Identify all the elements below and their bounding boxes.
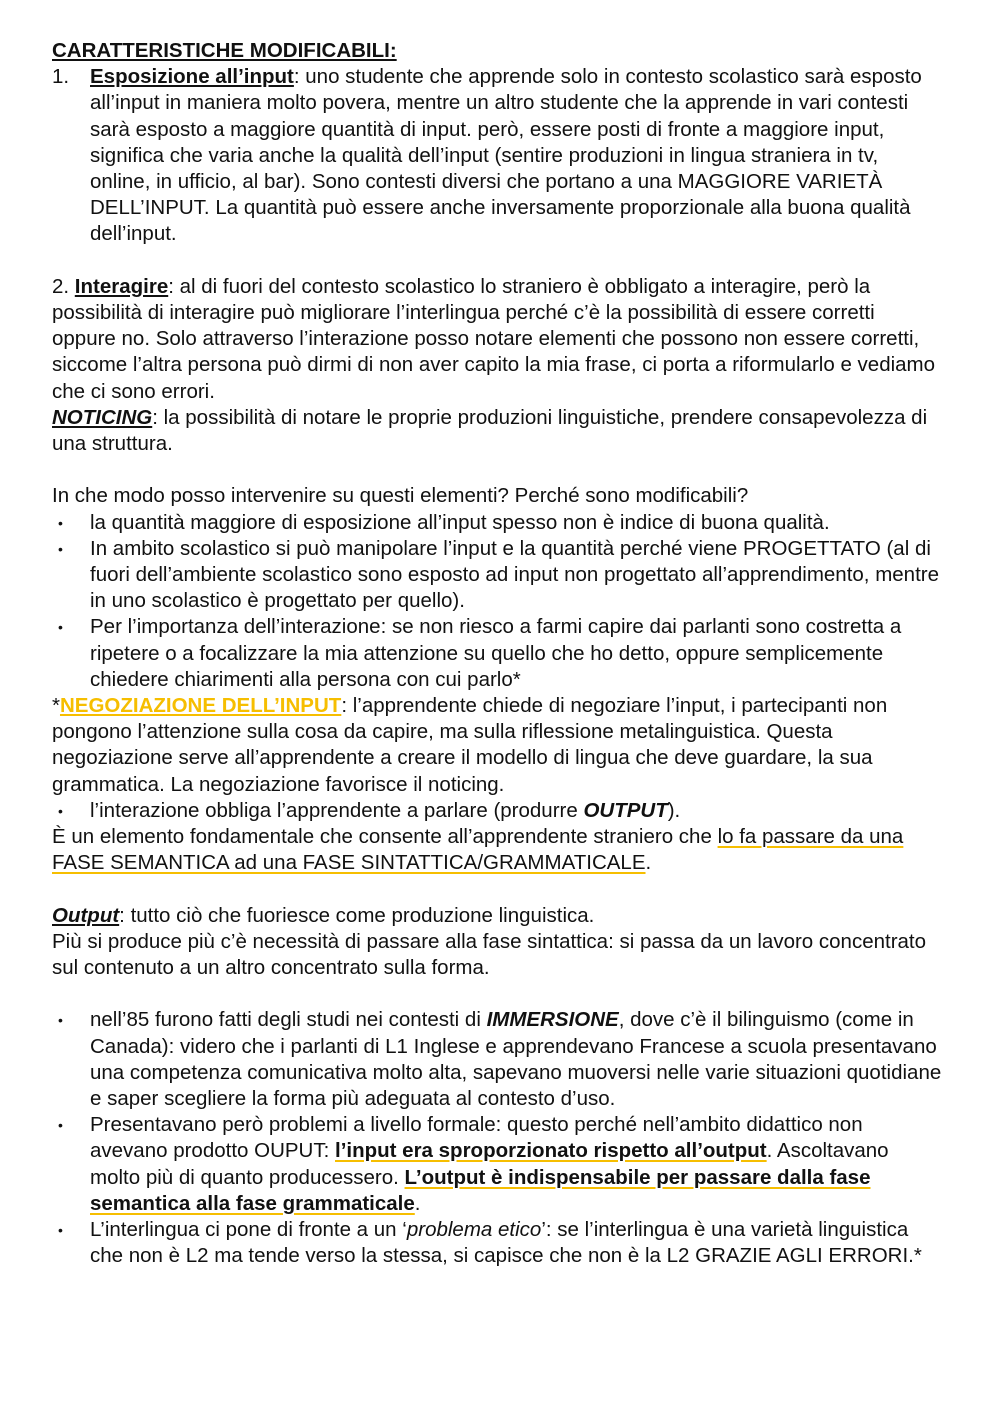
question-text: In che modo posso intervenire su questi elementi? Perché sono modificabili? xyxy=(52,484,749,508)
bullet-text-end: ’: se l’interlingua è una varietà linguistica che non è L2 ma tende verso la stessa, si capisce che non è la L2 GRAZIE AGLI ERRORI.* xyxy=(90,1218,922,1268)
esposizione-text: : uno studente che apprende solo in contesto scolastico sarà esposto all’input in maniera molto povera, mentre un altro studente che la apprende in vari contesti sarà esposto a maggiore quantità di input. però, essere posti di fronte a maggiore input, significa che varia anche la qualità dell’input (sentire produzioni in lingua straniera in tv, online, in ufficio, al bar). Sono contesti diversi che portano a una MAGGIORE VARIETÀ DELL’INPUT. La quantità può essere anche inversamente proporzionale alla buona qualità dell’input. xyxy=(90,65,922,246)
bullet-text: nell’85 furono fatti degli studi nei contesti di xyxy=(90,1008,487,1032)
bullet-text-end: . xyxy=(414,1191,421,1215)
list-item xyxy=(52,1112,944,1217)
term-output: Output xyxy=(52,903,120,927)
fase-text: È un elemento fondamentale che consente all’apprendente straniero che xyxy=(52,825,718,849)
blank-line xyxy=(52,457,944,483)
output-more-text: Più si produce più c’è necessità di passare alla fase sintattica: si passa da un lavoro concentrato sul contenuto a un altro concentrato sulla forma. xyxy=(52,929,927,980)
list-item xyxy=(52,798,944,824)
bullet-text-end: , dove c’è il bilinguismo (come in Canada): videro che i parlanti di L1 Inglese e apprendevano Francese a scuola presentavano una competenza comunicativa molto alta, sapevano muoversi nelle varie situazioni quotidiane e saper scegliere la forma più adeguata al contesto d’uso. xyxy=(90,1008,942,1111)
bullet-icon: • xyxy=(58,619,63,636)
bullet-icon: • xyxy=(58,540,63,557)
bullet-icon: • xyxy=(58,1117,63,1134)
negoziazione-text: : l’apprendente chiede di negoziare l’input, i partecipanti non pongono l’attenzione sulla cosa da capire, ma sulla riflessione metalinguistica. Questa negoziazione serve all’apprendente a creare il modello di lingua che deve guardare, la sua grammatica. La negoziazione favorisce il noticing. xyxy=(52,694,888,796)
blank-line xyxy=(52,981,944,1007)
bullet-text: la quantità maggiore di esposizione all’input spesso non è indice di buona qualità. xyxy=(90,510,830,534)
list-item xyxy=(52,1217,944,1269)
list-number: 1. xyxy=(52,65,70,89)
fase-highlight: lo fa passare da una FASE SEMANTICA ad una FASE SINTATTICA/GRAMMATICALE xyxy=(52,825,904,875)
blank-line xyxy=(52,876,944,902)
asterisk: * xyxy=(52,694,60,718)
section-noticing xyxy=(52,405,944,457)
term-problema-etico: problema etico xyxy=(406,1218,542,1242)
term-output-bold: OUTPUT xyxy=(583,798,668,822)
fase-end: . xyxy=(645,851,652,875)
bullet-text: L’interlingua ci pone di fronte a un ‘ xyxy=(90,1218,407,1242)
highlight-indispensabile: L’output è indispensabile per passare dalla fase semantica alla fase grammaticale xyxy=(90,1165,871,1215)
bullet-text: In ambito scolastico si può manipolare l’input e la quantità perché viene PROGETTATO (al di fuori dell’ambiente scolastico sono esposto ad input non progettato all’apprendimento, mentre in uno scolastico è progettato per quello). xyxy=(90,536,939,613)
term-esposizione: Esposizione all’input xyxy=(90,65,294,89)
term-immersione: IMMERSIONE xyxy=(486,1008,619,1032)
list-item xyxy=(52,1007,944,1112)
document-title xyxy=(52,38,944,64)
bullet-text: Presentavano però problemi a livello formale: questo perché nell’ambito didattico non avevano prodotto OUPUT: xyxy=(90,1113,863,1163)
section-interagire xyxy=(52,274,944,405)
title-text: CARATTERISTICHE MODIFICABILI: xyxy=(52,39,397,62)
list-item xyxy=(52,536,944,615)
section-output xyxy=(52,903,944,929)
section-esposizione xyxy=(52,64,944,247)
bullet-icon: • xyxy=(58,802,63,819)
output-text: : tutto ciò che fuoriesce come produzione linguistica. xyxy=(119,903,595,927)
interagire-text: : al di fuori del contesto scolastico lo straniero è obbligato a interagire, però la possibilità di interagire può migliorare l’interlingua perché c’è la possibilità di essere corretti oppure no. Solo attraverso l’interazione posso notare elementi che possono non essere corretti, siccome l’altra persona può dirmi di non aver capito la mia frase, ci porta a riformularlo e vediamo che ci sono errori. xyxy=(52,274,936,403)
term-interagire: Interagire xyxy=(74,274,169,298)
bullet-icon: • xyxy=(58,514,63,531)
bullet-text: Per l’importanza dell’interazione: se non riesco a farmi capire dai parlanti sono costretta a ripetere o a focalizzare la mia attenzione su quello che ho detto, oppure semplicemente chiedere chiarimenti alla persona con cui parlo* xyxy=(90,615,902,691)
term-noticing: NOTICING xyxy=(52,405,153,429)
blank-line xyxy=(52,248,944,274)
list-item xyxy=(52,510,944,536)
highlight-sproporzionato: l’input era sproporzionato rispetto all’output xyxy=(335,1139,767,1163)
list-item xyxy=(52,614,944,693)
term-negoziazione-link[interactable]: NEGOZIAZIONE DELL’INPUT xyxy=(59,694,342,718)
list-number: 2. xyxy=(52,274,75,298)
fase-paragraph xyxy=(52,824,944,876)
section-negoziazione xyxy=(52,693,944,798)
bullet-icon: • xyxy=(58,1012,63,1029)
noticing-text: : la possibilità di notare le proprie produzioni linguistiche, prendere consapevolezza di una struttura. xyxy=(52,405,928,456)
bullet-text-end: ). xyxy=(667,798,681,822)
bullet-text-mid: . Ascoltavano molto più di quanto producessero. xyxy=(90,1139,889,1189)
bullet-icon: • xyxy=(58,1222,63,1239)
bullet-text: l’interazione obbliga l’apprendente a parlare (produrre xyxy=(90,798,584,822)
